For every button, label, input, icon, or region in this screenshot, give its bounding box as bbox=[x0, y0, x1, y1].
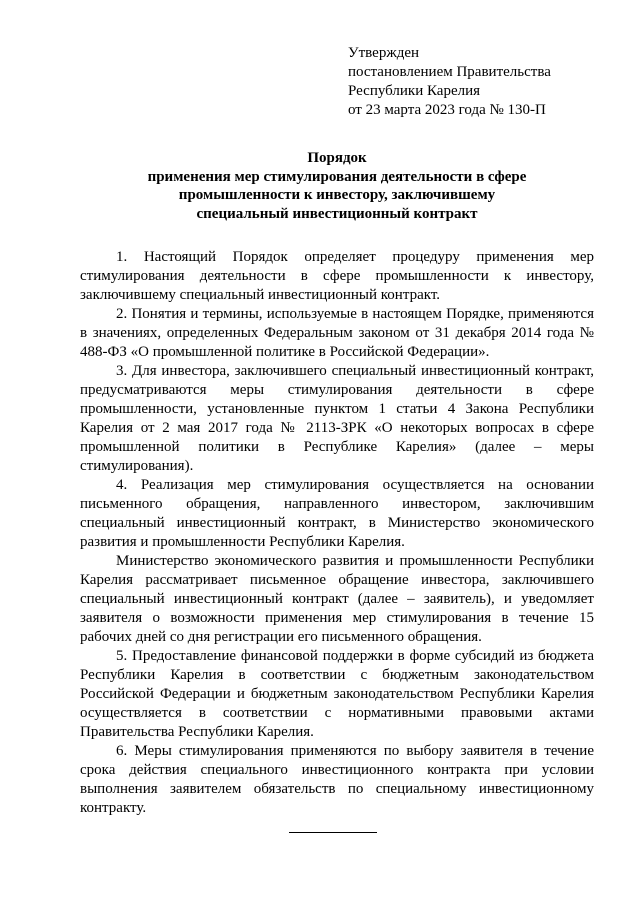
paragraph: 2. Понятия и термины, используемые в настоящем Порядке, применяются в значениях, определенных Федеральным законом от 31 декабря 2014 года № 488-ФЗ «О промышленной политике в Российской Федерации». bbox=[80, 306, 594, 360]
title-line: специальный инвестиционный контракт bbox=[196, 205, 478, 222]
title-line: применения мер стимулирования деятельности в сфере bbox=[147, 168, 527, 185]
paragraph: Министерство экономического развития и промышленности Республики Карелия рассматривает письменное обращение инвестора, заключившего специальный инвестиционный контракт (далее – заявитель), и уведомляет заявителя о возможности применения мер стимулирования в течение 15 рабочих дней со дня регистрации его письменного обращения. bbox=[80, 553, 594, 645]
approval-line: Республики Карелия bbox=[348, 83, 481, 99]
paragraph: 5. Предоставление финансовой поддержки в форме субсидий из бюджета Республики Карелия в соответствии с бюджетным законодательством Российской Федерации и бюджетным законодательством Республики Карелия осуществляется в соответствии с нормативными правовыми актами Правительства Республики Карелия. bbox=[80, 648, 594, 740]
title-line: Порядок bbox=[307, 150, 367, 166]
paragraph: 1. Настоящий Порядок определяет процедуру применения мер стимулирования деятельности в сфере промышленности к инвестору, заключившему специальный инвестиционный контракт. bbox=[80, 249, 594, 303]
document-body bbox=[80, 248, 594, 818]
approval-line: Утвержден bbox=[348, 45, 420, 61]
approval-line: от 23 марта 2023 года № 130-П bbox=[348, 102, 546, 118]
approval-line: постановлением Правительства bbox=[348, 64, 551, 80]
paragraph: 4. Реализация мер стимулирования осуществляется на основании письменного обращения, направленного инвестором, заключившим специальный инвестиционный контракт, в Министерство экономического развития и промышленности Республики Карелия. bbox=[80, 477, 594, 550]
paragraph: 3. Для инвестора, заключившего специальный инвестиционный контракт, предусматриваются меры стимулирования деятельности в сфере промышленности, установленные пунктом 1 статьи 4 Закона Республики Карелия от 2 мая 2017 года № 2113-ЗРК «О некоторых вопросах в сфере промышленной политики в Республике Карелия» (далее – меры стимулирования). bbox=[80, 363, 594, 474]
approval-stamp bbox=[348, 44, 608, 120]
title-line: промышленности к инвестору, заключившему bbox=[178, 187, 496, 203]
end-divider bbox=[289, 832, 377, 833]
paragraph: 6. Меры стимулирования применяются по выбору заявителя в течение срока действия специального инвестиционного контракта при условии выполнения заявителем обязательств по специальному инвестиционному контракту. bbox=[80, 743, 594, 816]
document-title bbox=[80, 149, 594, 223]
